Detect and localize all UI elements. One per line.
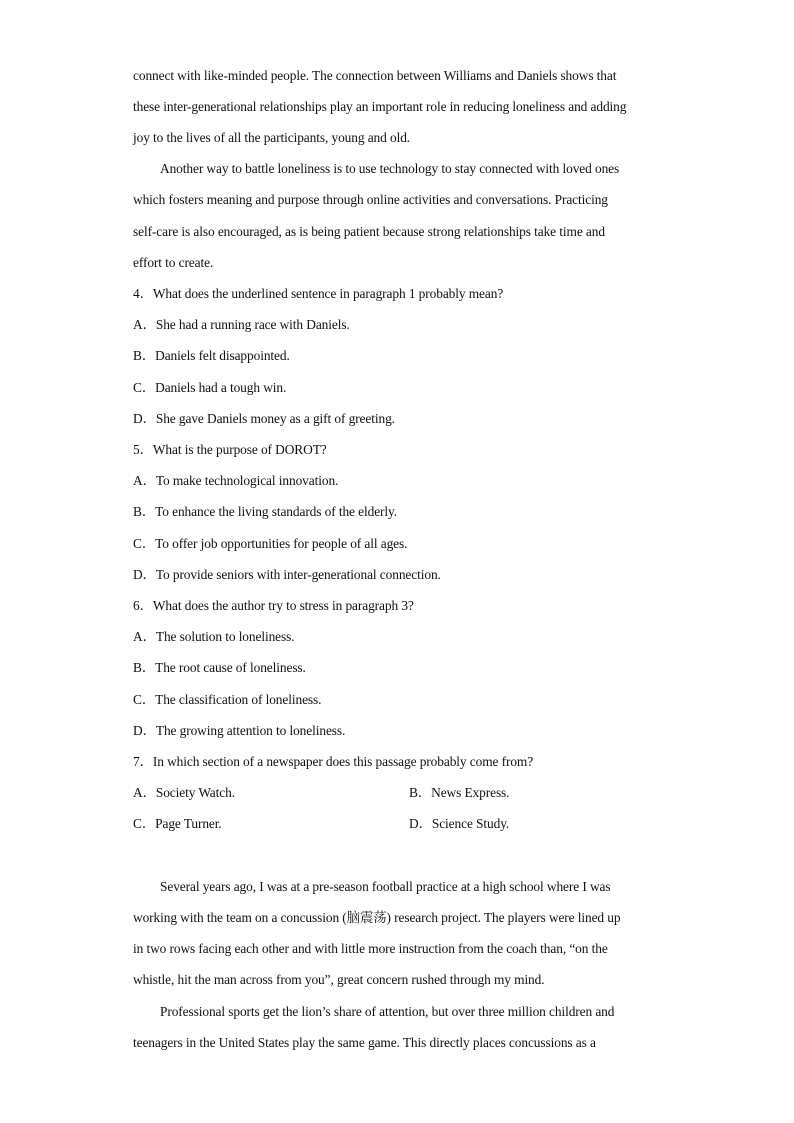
answer-option: A．She had a running race with Daniels. bbox=[133, 317, 350, 332]
text-line: connect with like-minded people. The connection between Williams and Daniels shows that bbox=[133, 68, 617, 83]
answer-option: D．The growing attention to loneliness. bbox=[133, 723, 346, 738]
question-stem: 6．What does the author try to stress in paragraph 3? bbox=[133, 598, 414, 613]
answer-option: C．To offer job opportunities for people of all ages. bbox=[133, 536, 408, 551]
answer-option: A．The solution to loneliness. bbox=[133, 629, 295, 644]
text-line: self-care is also encouraged, as is being patient because strong relationships take time and bbox=[133, 224, 605, 239]
answer-option: C．Daniels had a tough win. bbox=[133, 380, 287, 395]
text-line: joy to the lives of all the participants, young and old. bbox=[133, 130, 411, 145]
text-line: which fosters meaning and purpose through online activities and conversations. Practicing bbox=[133, 192, 608, 207]
answer-option: B．The root cause of loneliness. bbox=[133, 660, 306, 675]
text-line: whistle, hit the man across from you”, great concern rushed through my mind. bbox=[133, 972, 545, 987]
answer-option: C．Page Turner. bbox=[133, 816, 222, 831]
text-line: effort to create. bbox=[133, 255, 214, 270]
answer-option: D．She gave Daniels money as a gift of greeting. bbox=[133, 411, 395, 426]
answer-option: B．To enhance the living standards of the elderly. bbox=[133, 504, 398, 519]
text-line: working with the team on a concussion (脑震荡) research project. The players were lined up bbox=[133, 910, 621, 925]
answer-option: A．Society Watch. bbox=[133, 785, 235, 800]
question-stem: 5．What is the purpose of DOROT? bbox=[133, 442, 327, 457]
text-line: these inter-generational relationships play an important role in reducing loneliness and adding bbox=[133, 99, 627, 114]
text-line: in two rows facing each other and with little more instruction from the coach than, “on the bbox=[133, 941, 608, 956]
text-line: Another way to battle loneliness is to use technology to stay connected with loved ones bbox=[160, 161, 620, 176]
question-stem: 4．What does the underlined sentence in paragraph 1 probably mean? bbox=[133, 286, 504, 301]
text-line: Several years ago, I was at a pre-season football practice at a high school where I was bbox=[160, 879, 611, 894]
answer-option: C．The classification of loneliness. bbox=[133, 692, 322, 707]
question-stem: 7．In which section of a newspaper does this passage probably come from? bbox=[133, 754, 534, 769]
text-line: Professional sports get the lion’s share of attention, but over three million children and bbox=[160, 1004, 615, 1019]
answer-option: B．Daniels felt disappointed. bbox=[133, 348, 290, 363]
text-line: teenagers in the United States play the same game. This directly places concussions as a bbox=[133, 1035, 596, 1050]
answer-option: B．News Express. bbox=[409, 785, 510, 800]
answer-option: D．Science Study. bbox=[409, 816, 510, 831]
answer-option: D．To provide seniors with inter-generational connection. bbox=[133, 567, 441, 582]
answer-option: A．To make technological innovation. bbox=[133, 473, 339, 488]
